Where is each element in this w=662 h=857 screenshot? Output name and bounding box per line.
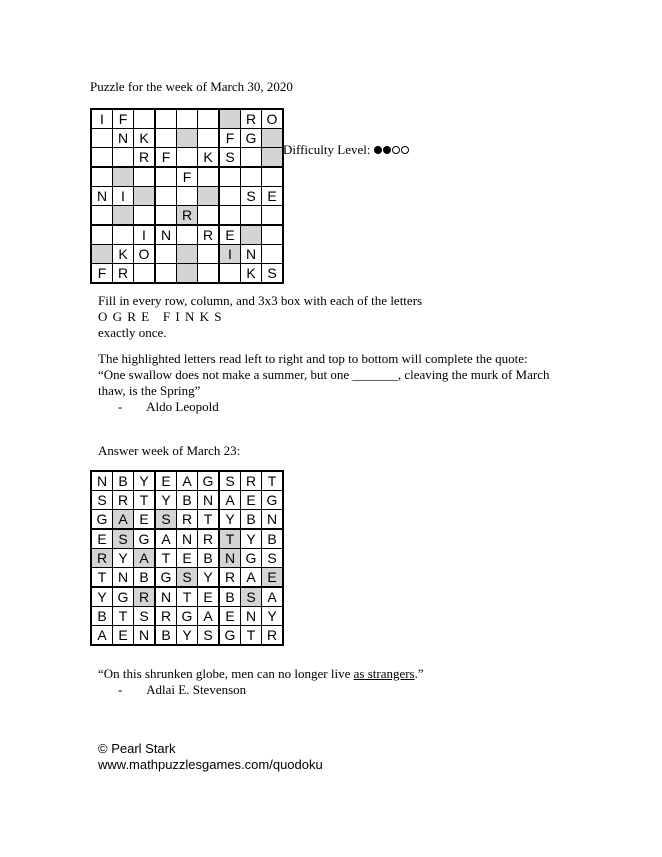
- puzzle-cell-cell: [91, 245, 113, 264]
- answer-cell-cell: B: [177, 491, 198, 510]
- answer-cell-cell: R: [219, 568, 241, 588]
- puzzle-cell-cell: [91, 206, 113, 226]
- puzzle-cell-cell: K: [198, 148, 220, 168]
- answer-cell-cell: N: [177, 529, 198, 549]
- puzzle-cell-cell: I: [91, 109, 113, 129]
- answer-cell-cell: S: [134, 607, 156, 626]
- puzzle-cell-cell: [177, 245, 198, 264]
- puzzle-cell-cell: [177, 148, 198, 168]
- answer-cell-cell: S: [91, 491, 113, 510]
- puzzle-cell-row: [91, 187, 283, 206]
- answer-cell-cell: Y: [198, 568, 220, 588]
- answer-cell-cell: N: [134, 626, 156, 646]
- difficulty-dots: [374, 142, 410, 157]
- puzzle-cell-cell: [262, 129, 284, 148]
- answer-cell-cell: Y: [91, 587, 113, 607]
- answer-cell-row: [91, 626, 283, 646]
- puzzle-cell-cell: E: [262, 187, 284, 206]
- answer-quote-before: “On this shrunken globe, men can no longer live: [98, 666, 354, 681]
- puzzle-cell-cell: [155, 167, 177, 187]
- answer-cell-cell: G: [134, 529, 156, 549]
- puzzle-cell-cell: [155, 245, 177, 264]
- answer-cell-cell: B: [113, 471, 134, 491]
- puzzle-cell-cell: G: [241, 129, 262, 148]
- puzzle-cell-cell: [219, 264, 241, 284]
- instructions-letters: O G R E F I N K S: [98, 309, 223, 324]
- answer-cell-cell: E: [91, 529, 113, 549]
- puzzle-cell-cell: [198, 264, 220, 284]
- puzzle-cell-cell: [262, 225, 284, 245]
- puzzle-cell-cell: S: [262, 264, 284, 284]
- answer-cell-cell: R: [134, 587, 156, 607]
- answer-cell-row: [91, 491, 283, 510]
- puzzle-cell-row: [91, 148, 283, 168]
- puzzle-cell-cell: [134, 264, 156, 284]
- attribution-dash: -: [118, 399, 123, 414]
- puzzle-cell-cell: [262, 206, 284, 226]
- answer-title: Answer week of March 23:: [98, 443, 241, 458]
- answer-cell-cell: S: [219, 471, 241, 491]
- answer-attribution: [98, 682, 424, 698]
- answer-cell-row: [91, 607, 283, 626]
- puzzle-cell-row: [91, 264, 283, 284]
- answer-cell-cell: T: [198, 510, 220, 530]
- puzzle-cell-cell: [262, 167, 284, 187]
- puzzle-cell-cell: I: [134, 225, 156, 245]
- puzzle-cell-cell: [219, 167, 241, 187]
- difficulty-label: Difficulty Level:: [283, 142, 371, 157]
- answer-cell-cell: E: [241, 491, 262, 510]
- answer-cell-cell: G: [262, 491, 284, 510]
- answer-cell-cell: R: [241, 471, 262, 491]
- answer-quote-underlined: as strangers: [353, 666, 415, 681]
- footer: [98, 741, 323, 773]
- filled-dot-icon: [383, 146, 391, 154]
- answer-cell-cell: A: [198, 607, 220, 626]
- puzzle-cell-cell: [177, 109, 198, 129]
- puzzle-cell-cell: [177, 225, 198, 245]
- answer-cell-cell: R: [262, 626, 284, 646]
- puzzle-cell-cell: [198, 245, 220, 264]
- puzzle-cell-cell: [155, 109, 177, 129]
- puzzle-cell-cell: S: [219, 148, 241, 168]
- answer-cell-cell: S: [262, 549, 284, 568]
- puzzle-cell-cell: R: [241, 109, 262, 129]
- puzzle-cell-cell: N: [113, 129, 134, 148]
- puzzle-cell-cell: [91, 225, 113, 245]
- puzzle-cell-row: [91, 109, 283, 129]
- answer-cell-cell: B: [198, 549, 220, 568]
- answer-cell-cell: B: [91, 607, 113, 626]
- puzzle-cell-cell: [241, 225, 262, 245]
- puzzle-cell-cell: [241, 148, 262, 168]
- quote-line-2: thaw, is the Spring”: [98, 383, 201, 398]
- puzzle-cell-cell: [241, 206, 262, 226]
- answer-cell-row: [91, 529, 283, 549]
- puzzle-cell-cell: [177, 187, 198, 206]
- puzzle-cell-cell: [177, 129, 198, 148]
- puzzle-cell-cell: [134, 109, 156, 129]
- answer-cell-cell: A: [241, 568, 262, 588]
- puzzle-cell-cell: [198, 109, 220, 129]
- answer-cell-cell: E: [219, 607, 241, 626]
- puzzle-cell-cell: [91, 167, 113, 187]
- puzzle-cell-cell: R: [198, 225, 220, 245]
- puzzle-cell-cell: [198, 206, 220, 226]
- attribution-name: Aldo Leopold: [146, 399, 219, 414]
- puzzle-cell-cell: F: [177, 167, 198, 187]
- answer-cell-cell: S: [241, 587, 262, 607]
- answer-cell-cell: R: [113, 491, 134, 510]
- instructions-line-3: exactly once.: [98, 325, 167, 340]
- answer-cell-cell: Y: [177, 626, 198, 646]
- answer-cell-cell: Y: [113, 549, 134, 568]
- puzzle-cell-cell: F: [155, 148, 177, 168]
- puzzle-cell-cell: R: [177, 206, 198, 226]
- answer-cell-cell: B: [219, 587, 241, 607]
- puzzle-cell-cell: [91, 148, 113, 168]
- puzzle-cell-cell: [155, 264, 177, 284]
- answer-cell-row: [91, 568, 283, 588]
- answer-cell-cell: A: [177, 471, 198, 491]
- puzzle-cell-cell: [262, 148, 284, 168]
- answer-cell-cell: N: [262, 510, 284, 530]
- puzzle-cell-cell: F: [113, 109, 134, 129]
- puzzle-cell-cell: [198, 167, 220, 187]
- puzzle-cell-cell: [177, 264, 198, 284]
- answer-cell-cell: B: [134, 568, 156, 588]
- answer-cell-cell: Y: [219, 510, 241, 530]
- answer-cell-cell: G: [198, 471, 220, 491]
- answer-cell-cell: R: [177, 510, 198, 530]
- answer-attribution-name: Adlai E. Stevenson: [146, 682, 247, 697]
- answer-cell-cell: E: [113, 626, 134, 646]
- puzzle-cell-cell: [134, 167, 156, 187]
- answer-cell-cell: E: [177, 549, 198, 568]
- answer-quote: [98, 666, 424, 698]
- answer-cell-cell: E: [198, 587, 220, 607]
- answer-cell-cell: N: [198, 491, 220, 510]
- answer-cell-cell: S: [113, 529, 134, 549]
- puzzle-cell-cell: I: [219, 245, 241, 264]
- answer-cell-cell: T: [155, 549, 177, 568]
- puzzle-cell-cell: K: [134, 129, 156, 148]
- answer-cell-cell: Y: [262, 607, 284, 626]
- difficulty: [283, 142, 410, 158]
- puzzle-cell-cell: [219, 187, 241, 206]
- answer-cell-row: [91, 549, 283, 568]
- puzzle-cell-row: [91, 206, 283, 226]
- answer-cell-cell: G: [155, 568, 177, 588]
- answer-cell-cell: N: [219, 549, 241, 568]
- filled-dot-icon: [374, 146, 382, 154]
- puzzle-title: Puzzle for the week of March 30, 2020: [90, 79, 293, 94]
- answer-cell-cell: S: [177, 568, 198, 588]
- answer-cell-cell: G: [219, 626, 241, 646]
- puzzle-cell-cell: K: [113, 245, 134, 264]
- answer-cell-cell: T: [134, 491, 156, 510]
- answer-cell-cell: A: [134, 549, 156, 568]
- puzzle-cell-cell: K: [241, 264, 262, 284]
- answer-cell-cell: T: [91, 568, 113, 588]
- answer-cell-cell: R: [198, 529, 220, 549]
- quote-intro: The highlighted letters read left to right and top to bottom will complete the quote:: [98, 351, 528, 366]
- puzzle-cell-cell: O: [262, 109, 284, 129]
- answer-cell-cell: R: [91, 549, 113, 568]
- answer-quote-after: .”: [414, 666, 424, 681]
- puzzle-cell-cell: [155, 206, 177, 226]
- answer-cell-row: [91, 587, 283, 607]
- puzzle-cell-cell: [198, 187, 220, 206]
- answer-cell-cell: N: [155, 587, 177, 607]
- puzzle-cell-cell: [198, 129, 220, 148]
- answer-attribution-dash: -: [118, 682, 123, 697]
- puzzle-cell-cell: F: [219, 129, 241, 148]
- answer-cell-cell: T: [262, 471, 284, 491]
- puzzle-cell-cell: [113, 206, 134, 226]
- puzzle-cell-cell: S: [241, 187, 262, 206]
- answer-cell-cell: T: [177, 587, 198, 607]
- answer-cell-cell: A: [219, 491, 241, 510]
- answer-cell-cell: G: [113, 587, 134, 607]
- answer-cell-cell: A: [155, 529, 177, 549]
- answer-cell-cell: B: [241, 510, 262, 530]
- puzzle-cell-cell: R: [113, 264, 134, 284]
- instructions-line-1: Fill in every row, column, and 3x3 box with each of the letters: [98, 293, 423, 308]
- puzzle-cell-cell: [113, 167, 134, 187]
- answer-cell-row: [91, 510, 283, 530]
- quote-section: [98, 351, 568, 415]
- puzzle-cell-cell: [219, 206, 241, 226]
- puzzle-cell-cell: I: [113, 187, 134, 206]
- puzzle-grid: [90, 108, 284, 284]
- answer-cell-cell: Y: [155, 491, 177, 510]
- puzzle-cell-cell: R: [134, 148, 156, 168]
- puzzle-cell-cell: [155, 129, 177, 148]
- puzzle-cell-row: [91, 225, 283, 245]
- answer-cell-cell: T: [219, 529, 241, 549]
- puzzle-cell-cell: N: [241, 245, 262, 264]
- answer-cell-cell: Y: [241, 529, 262, 549]
- answer-cell-cell: R: [155, 607, 177, 626]
- answer-cell-cell: A: [113, 510, 134, 530]
- empty-dot-icon: [392, 146, 400, 154]
- puzzle-cell-row: [91, 245, 283, 264]
- puzzle-cell-cell: N: [91, 187, 113, 206]
- answer-cell-cell: G: [177, 607, 198, 626]
- empty-dot-icon: [401, 146, 409, 154]
- answer-cell-row: [91, 471, 283, 491]
- puzzle-cell-cell: [219, 109, 241, 129]
- answer-cell-cell: A: [262, 587, 284, 607]
- puzzle-cell-cell: [134, 187, 156, 206]
- quote-line-1: “One swallow does not make a summer, but one _______, cleaving the murk of March: [98, 367, 550, 382]
- instructions: [98, 293, 422, 341]
- answer-cell-cell: B: [262, 529, 284, 549]
- answer-cell-cell: G: [91, 510, 113, 530]
- answer-cell-cell: E: [155, 471, 177, 491]
- quote-attribution: [98, 399, 568, 415]
- answer-cell-cell: B: [155, 626, 177, 646]
- puzzle-cell-cell: N: [155, 225, 177, 245]
- answer-cell-cell: N: [241, 607, 262, 626]
- answer-cell-cell: S: [155, 510, 177, 530]
- answer-cell-cell: E: [262, 568, 284, 588]
- answer-cell-cell: E: [134, 510, 156, 530]
- answer-grid: [90, 470, 284, 646]
- answer-cell-cell: N: [91, 471, 113, 491]
- puzzle-cell-cell: [262, 245, 284, 264]
- answer-cell-cell: G: [241, 549, 262, 568]
- answer-cell-cell: T: [241, 626, 262, 646]
- answer-cell-cell: S: [198, 626, 220, 646]
- website-link[interactable]: www.mathpuzzlesgames.com/quodoku: [98, 757, 323, 772]
- puzzle-cell-row: [91, 129, 283, 148]
- puzzle-cell-cell: O: [134, 245, 156, 264]
- puzzle-cell-cell: [155, 187, 177, 206]
- answer-cell-cell: N: [113, 568, 134, 588]
- puzzle-cell-cell: [241, 167, 262, 187]
- puzzle-cell-cell: [113, 225, 134, 245]
- answer-cell-cell: T: [113, 607, 134, 626]
- puzzle-cell-cell: F: [91, 264, 113, 284]
- puzzle-cell-cell: [113, 148, 134, 168]
- puzzle-cell-row: [91, 167, 283, 187]
- copyright: © Pearl Stark: [98, 741, 176, 756]
- puzzle-cell-cell: [91, 129, 113, 148]
- answer-cell-cell: A: [91, 626, 113, 646]
- puzzle-cell-cell: [134, 206, 156, 226]
- answer-cell-cell: Y: [134, 471, 156, 491]
- puzzle-cell-cell: E: [219, 225, 241, 245]
